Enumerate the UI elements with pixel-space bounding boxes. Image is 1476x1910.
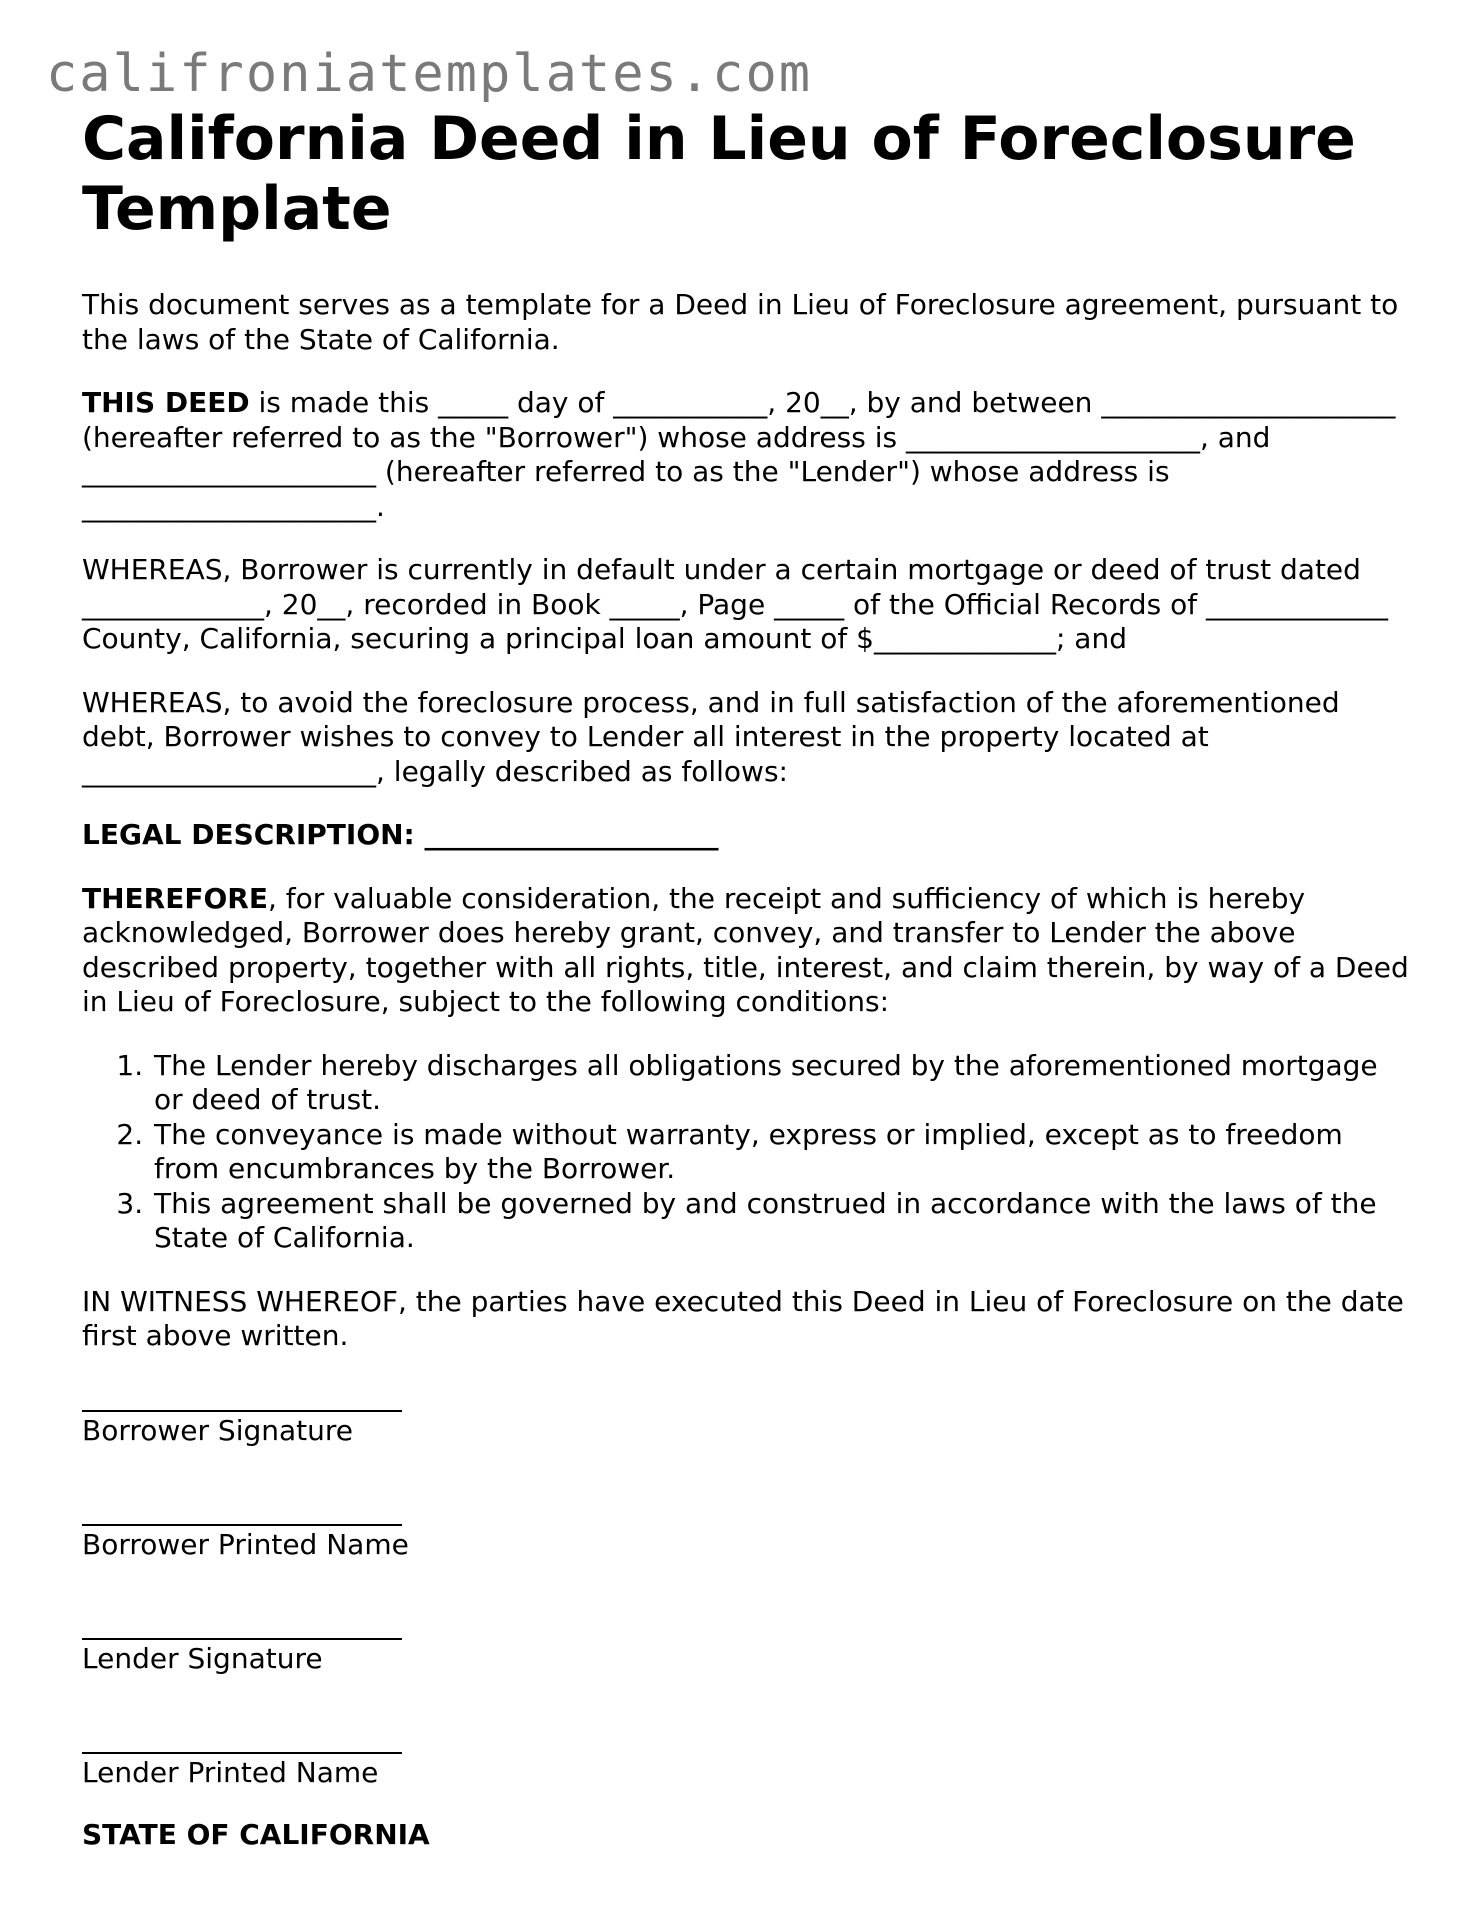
lender-printed-name-label: Lender Printed Name bbox=[82, 1755, 379, 1789]
document-title: California Deed in Lieu of Foreclosure Template bbox=[82, 104, 1356, 244]
borrower-printed-name-field bbox=[82, 1496, 1412, 1562]
site-watermark: califroniatemplates.com bbox=[46, 44, 813, 104]
lender-signature-field bbox=[82, 1610, 1412, 1676]
deed-paragraph bbox=[82, 386, 1412, 524]
borrower-signature-label: Borrower Signature bbox=[82, 1413, 354, 1447]
intro-paragraph: This document serves as a template for a Deed in Lieu of Foreclosure agreement, pursuant to the laws of the State of California. bbox=[82, 288, 1399, 356]
signature-block bbox=[82, 1382, 1412, 1790]
state-heading: STATE OF CALIFORNIA bbox=[82, 1817, 430, 1851]
condition-item: 3. This agreement shall be governed by and construed in accordance with the laws of the State of California. bbox=[152, 1187, 1412, 1256]
deed-lead: THIS DEED bbox=[82, 386, 250, 419]
conditions-list bbox=[82, 1049, 1412, 1256]
borrower-signature-line[interactable] bbox=[82, 1382, 402, 1412]
witness-paragraph: IN WITNESS WHEREOF, the parties have executed this Deed in Lieu of Foreclosure on the date first above written. bbox=[82, 1284, 1404, 1352]
therefore-paragraph bbox=[82, 882, 1412, 1020]
therefore-text: , for valuable consideration, the receipt and sufficiency of which is hereby acknowledged, Borrower does hereby grant, convey, and transfer to Lender the above described property, together with all rights, title, interest, and claim therein, by way of a Deed in Lieu of Foreclosure, subject to the following conditions: bbox=[82, 881, 1409, 1018]
lender-signature-line[interactable] bbox=[82, 1610, 402, 1640]
whereas-default-paragraph: WHEREAS, Borrower is currently in default under a certain mortgage or deed of trust dated _____________, 20__, recorded in Book _____, Page _____ of the Official Records of _____________ County, California, securing a principal loan amount of $_____________; and bbox=[82, 553, 1388, 655]
borrower-signature-field bbox=[82, 1382, 1412, 1448]
lender-printed-name-field bbox=[82, 1724, 1412, 1790]
lender-signature-label: Lender Signature bbox=[82, 1641, 323, 1675]
borrower-printed-name-label: Borrower Printed Name bbox=[82, 1527, 409, 1561]
document-body bbox=[82, 104, 1412, 1852]
condition-item: 2. The conveyance is made without warranty, express or implied, except as to freedom from encumbrances by the Borrower. bbox=[152, 1118, 1412, 1187]
whereas-convey-paragraph: WHEREAS, to avoid the foreclosure process, and in full satisfaction of the aforementioned debt, Borrower wishes to convey to Lender all interest in the property located at _____________________, legally described as follows: bbox=[82, 685, 1340, 788]
condition-item: 1. The Lender hereby discharges all obligations secured by the aforementioned mortgage or deed of trust. bbox=[152, 1049, 1412, 1118]
legal-description-label: LEGAL DESCRIPTION: _____________________ bbox=[82, 818, 719, 851]
lender-printed-name-line[interactable] bbox=[82, 1724, 402, 1754]
legal-description bbox=[82, 818, 1412, 853]
deed-text: is made this _____ day of ___________, 20__, by and between _____________________ (hereafter referred to as the "Borrower") whose address is _____________________, and _____________________ (hereafter referred to as the "Lender") whose address is _____________________. bbox=[82, 386, 1396, 523]
borrower-printed-name-line[interactable] bbox=[82, 1496, 402, 1526]
therefore-lead: THEREFORE bbox=[82, 881, 268, 915]
